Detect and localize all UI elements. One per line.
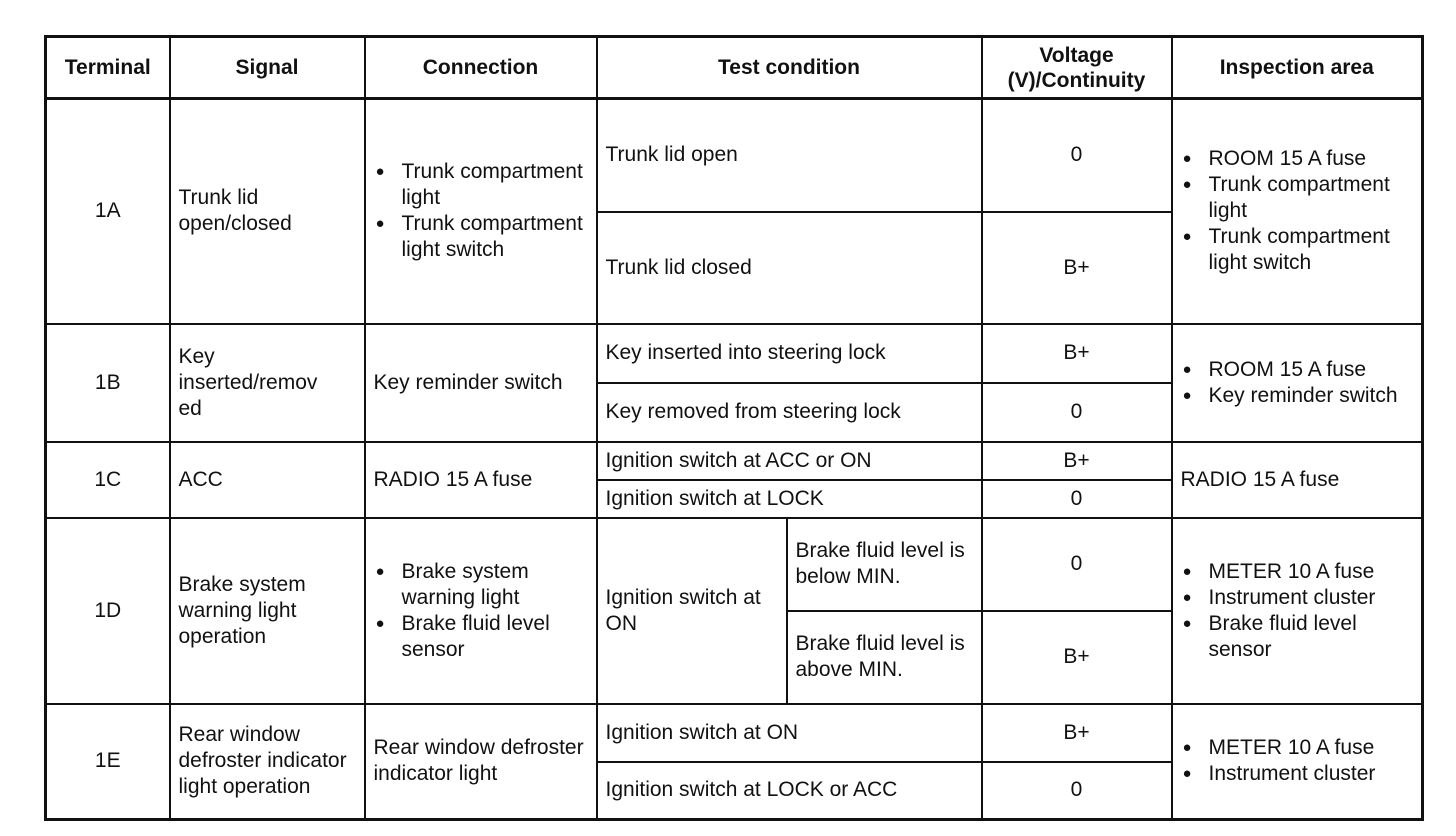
voltage-cell: 0 [982,518,1172,611]
header-row [46,37,1423,99]
connection-item: ● Brake system warning light [374,559,588,611]
table-row-1a [46,99,1423,212]
inspection-item: ● Instrument cluster [1181,761,1414,787]
inspection-item: ● Trunk compartment light switch [1181,224,1414,276]
test-condition-cell: Ignition switch at LOCK [597,480,982,518]
inspection-item: ● ROOM 15 A fuse [1181,357,1414,383]
terminal-cell: 1C [46,442,170,518]
signal-cell: ACC [170,442,365,518]
header-connection: Connection [365,37,597,99]
test-condition-cell: Key removed from steering lock [597,383,982,442]
voltage-cell: 0 [982,762,1172,820]
header-test-condition: Test condition [597,37,982,99]
inspection-item: ● Key reminder switch [1181,383,1414,409]
terminal-cell: 1D [46,518,170,704]
test-condition-sub-cell: Brake fluid level is below MIN. [787,518,982,611]
voltage-cell: B+ [982,611,1172,704]
terminal-cell: 1A [46,99,170,324]
inspection-item: ● METER 10 A fuse [1181,559,1414,585]
voltage-cell: B+ [982,704,1172,762]
connection-item: ● Trunk compartment light [374,159,588,211]
signal-cell: Trunk lid open/closed [170,99,365,324]
voltage-cell: B+ [982,442,1172,480]
signal-cell: Brake system warning light operation [170,518,365,704]
connection-item: ● Trunk compartment light switch [374,211,588,263]
terminal-inspection-table [44,35,1424,821]
test-condition-main-cell: Ignition switch at ON [597,518,787,704]
inspection-item: ● Instrument cluster [1181,585,1414,611]
header-voltage: Voltage (V)/Continuity [982,37,1172,99]
test-condition-cell: Ignition switch at LOCK or ACC [597,762,982,820]
inspection-cell [1172,99,1423,324]
table-row-1c [46,442,1423,480]
connection-item: ● Brake fluid level sensor [374,611,588,663]
table-row-1e [46,704,1423,762]
test-condition-cell: Key inserted into steering lock [597,324,982,383]
table-row-1b [46,324,1423,383]
connection-cell: Key reminder switch [365,324,597,442]
connection-cell [365,518,597,704]
terminal-cell: 1B [46,324,170,442]
terminal-cell: 1E [46,704,170,820]
voltage-cell: 0 [982,99,1172,212]
inspection-cell [1172,704,1423,820]
inspection-item: ● Trunk compartment light [1181,172,1414,224]
header-signal: Signal [170,37,365,99]
connection-cell: Rear window defroster indicator light [365,704,597,820]
voltage-cell: 0 [982,383,1172,442]
connection-cell: RADIO 15 A fuse [365,442,597,518]
inspection-item: ● Brake fluid level sensor [1181,611,1414,663]
voltage-cell: B+ [982,212,1172,324]
inspection-cell [1172,518,1423,704]
voltage-cell: 0 [982,480,1172,518]
signal-cell: Rear window defroster indicator light operation [170,704,365,820]
signal-cell: Key inserted/remov ed [170,324,365,442]
test-condition-sub-cell: Brake fluid level is above MIN. [787,611,982,704]
header-inspection-area: Inspection area [1172,37,1423,99]
table-row-1d [46,518,1423,611]
test-condition-cell: Trunk lid closed [597,212,982,324]
test-condition-cell: Ignition switch at ACC or ON [597,442,982,480]
test-condition-cell: Ignition switch at ON [597,704,982,762]
inspection-item: ● METER 10 A fuse [1181,735,1414,761]
connection-cell [365,99,597,324]
inspection-item: ● ROOM 15 A fuse [1181,146,1414,172]
voltage-cell: B+ [982,324,1172,383]
test-condition-cell: Trunk lid open [597,99,982,212]
inspection-cell [1172,324,1423,442]
inspection-cell: RADIO 15 A fuse [1172,442,1423,518]
header-terminal: Terminal [46,37,170,99]
